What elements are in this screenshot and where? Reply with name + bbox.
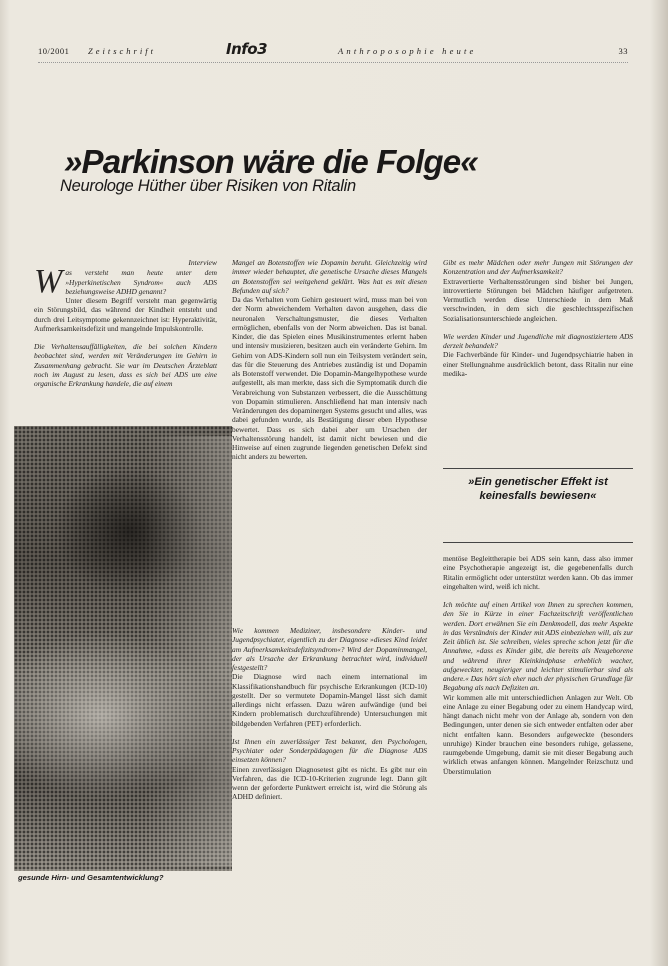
section-title: Anthroposophie heute [338,46,477,56]
answer-5: Einen zuverlässigen Diagnosetest gibt es nicht. Es gibt nur ein Verfahren, das die ICD-10-Kriterien zugrunde legt. Dann gilt wenn der geforderte Punktwert erreicht ist, wird die Störung als ADHD definiert. [232,764,427,802]
answer-4: Die Diagnose wird nach einem international im Klassifikationshandbuch für psychische Erkrankungen (ICD-10) gestellt. Der so vermutete Dopamin-Mangel lässt sich damit allerdings nicht erfassen. Dazu wären aufwändige (und bei Kindern problematisch durchzuführende) Untersuchungen mit bildgebenden Verfahren (PET) erforderlich. [232,672,427,728]
magazine-logo: Info3 [226,40,268,58]
pullquote-rule-bottom [443,542,633,543]
drop-cap: W [34,263,63,301]
article-column-3-lower [443,554,633,776]
halftone-photo [14,426,232,871]
article-column-1 [34,258,217,388]
pullquote-rule-top [443,468,633,469]
answer-7-continued: mentöse Begleittherapie bei ADS sein kann, dass also immer eine Psychotherapie angezeigt ist, die gegebenenfalls durch Ritalin ermöglicht oder unterstützt werden kann. Ob das immer eingehalten wird, weiß ich nicht. [443,554,633,591]
issue-number: 10/2001 [38,46,70,56]
question-7: Wie werden Kinder und Jugendliche mit diagnostiziertem ADS derzeit behandelt? [443,331,633,350]
question-8: Ich möchte auf einen Artikel von Ihnen zu sprechen kommen, den Sie in Kürze in einer Fachzeitschrift veröffentlichen werden. Dort erwähnen Sie ein Denkmodell, das mehr Aspekte in das Verständnis der Kinder mit ADS einbeziehen will, als zur Zeit üblich ist. Sie schreiben, vieles spreche schon jetzt für die Annahme, »dass es Kinder gibt, die bereits als Neugeborene und während ihrer Kleinkindphase erheblich wacher, aufgeweckter, neugieriger und leichter stimulierbar sind als andere.« Das hört sich eher nach der physischen Grundlage für Begabung als nach Defiziten an. [443,600,633,693]
magazine-label: Zeitschrift [88,46,156,56]
article-column-3 [443,258,633,378]
article-subheadline: Neurologe Hüther über Risiken von Ritalin [60,177,356,195]
question-5: Ist Ihnen ein zuverlässiger Test bekannt, den Psychologen, Psychiater oder Sonderpädagogen für die Diagnose ADS einsetzen können? [232,736,427,765]
question-1 [34,263,217,301]
article-column-2-lower [232,626,427,802]
header-divider [38,62,628,63]
interview-label: Interview [188,258,217,267]
answer-8: Wir kommen alle mit unterschiedlichen Anlagen zur Welt. Ob eine Anlage zu einer Begabung oder zu einem Handycap wird, hängt danach nicht mehr von der Anlage ab, sondern von den Bedingungen, unter denen sie sich entweder entfalten oder aber nicht entfalten kann. Besonders aufgeweckte (besonders unruhige) Kinder brauchen eine besonders ruhige, gelassene, raumgebende Umgebung, damit sie mit dieser Begabung auch wirklich etwas anfangen können. Mangelnder Reizschutz und Überstimulation [443,692,633,776]
question-4: Wie kommen Mediziner, insbesondere Kinder- und Jugendpsychiater, eigentlich zu der Diagnose »dieses Kind leidet am Aufmerksamkeitsdefizitsyndrom«? Wird der Dopaminmangel, der als Ursache der Erkrankung betrachtet wird, individuell festgestellt? [232,626,427,672]
article-headline: »Parkinson wäre die Folge« [64,143,478,180]
answer-6: Extravertierte Verhaltensstörungen sind bisher bei Jungen, introvertierte Störungen bei Mädchen häufiger aufgetreten. Vermutlich werden diese Unterschiede in dem Maß verschwinden, in dem sich die geschlechtsspezifischen Sozialisationsunterschiede angleichen. [443,276,633,323]
question-3: Mangel an Botenstoffen wie Dopamin beruht. Gleichzeitig wird immer wieder behauptet, die genetische Ursache dieses Mangels an Botenstoffen sei weitgehend geklärt. Was hat es mit diesen Befunden auf sich? [232,258,427,295]
question-1-text: as versteht man heute unter dem »Hyperkinetischen Syndrom« auch ADS beziehungsweise ADHD genannt? [65,268,217,296]
question-6: Gibt es mehr Mädchen oder mehr Jungen mit Störungen der Konzentration und der Aufmerksamkeit? [443,258,633,277]
answer-7: Die Fachverbände für Kinder- und Jugendpsychiatrie haben in einer Stellungnahme ausdrücklich betont, dass Ritalin nur eine medika- [443,350,633,378]
page-number: 33 [618,46,628,56]
pull-quote: »Ein genetischer Effekt ist keinesfalls bewiesen« [468,476,608,502]
answer-1: Unter diesem Begriff versteht man gegenwärtig ein Störungsbild, das während der Kindheit entsteht und durch drei Leitsymptome gekennzeichnet ist: Hyperaktivität, Aufmerksamkeitsdefizit und mangelnde Impulskontrolle. [34,296,217,333]
page-header [38,40,628,60]
article-column-2 [232,258,427,462]
answer-3: Da das Verhalten vom Gehirn gesteuert wird, muss man bei von der Norm abweichendem Verhalten davon ausgehen, dass die neuronalen Verschaltungsmuster, die dieses Verhalten ermöglichen, ebenfalls von der Norm abweichen. Das ist banal. Kinder, die das Spielen eines Musikinstrumentes erlernt haben und intensiv musizieren, besitzen auch ein veränderte Gehirn. Im Gehirn von ADS-Kindern soll nun ein Teilsystem verändert sein, das für die Steuerung des Antriebes zuständig ist und Dopamin als Botenstoff verwendet. Die Dopamin-Mangelhypothese wurde aufgestellt, als man merkte, dass sich die Symptomatik durch die Verabreichung von Substanzen verbessert, die die Ausschüttung von Dopamin stimulieren. Anschließend hat man intensiv nach Veränderungen des dopaminergen Systems gesucht und alles, was dabei gefunden wurde, als Bestätigung dieser eben Hypothese bewertet. Dass es sich dabei aber um Ursachen der Verhaltensstörung handelt, ist damit nicht bewiesen und die Hinweise auf einen zugrunde liegenden genetischen Defekt sind nicht anders zu bewerten. [232,295,427,462]
question-2: Die Verhaltensauffälligkeiten, die bei solchen Kindern beobachtet sind, werden mit Veränderungen im Gehirn in Zusammenhang gebracht. Sie war im Deutschen Ärzteblatt noch im August zu lesen, dass es sich bei ADS um eine organische Erkrankung handele, die auf einem [34,342,217,388]
photo-caption: gesunde Hirn- und Gesamtentwicklung? [18,873,164,882]
